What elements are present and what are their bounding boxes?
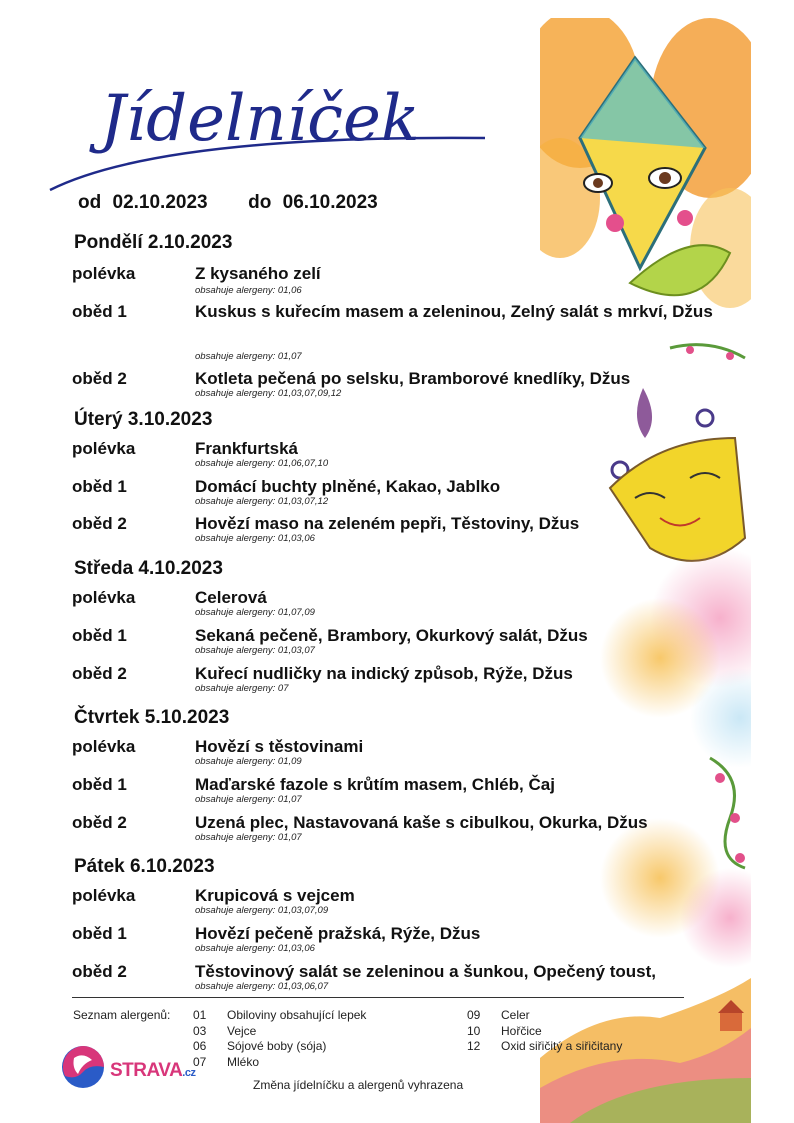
- legend-divider: [72, 997, 684, 998]
- meal-allergens: obsahuje alergeny: 01,07: [195, 351, 302, 362]
- meal-label: oběd 2: [72, 962, 127, 981]
- day-wednesday: [72, 558, 752, 694]
- meal-label: polévka: [72, 439, 136, 458]
- strava-logo: [60, 1042, 200, 1092]
- meal-label: oběd 2: [72, 813, 127, 832]
- meal-label: oběd 2: [72, 664, 127, 683]
- meal-allergens: obsahuje alergeny: 01,03,07,12: [195, 496, 329, 507]
- period-to-label: do: [248, 192, 272, 213]
- meal-allergens: obsahuje alergeny: 01,06,07,10: [195, 458, 329, 469]
- allergen-legend-right: [467, 1008, 622, 1055]
- meal-dish: Uzená plec, Nastavovaná kaše s cibulkou, Okurka, Džus: [195, 813, 648, 832]
- meal-dish: Krupicová s vejcem: [195, 886, 355, 905]
- menu-period: [78, 192, 384, 214]
- footer-note: Změna jídelníčku a alergenů vyhrazena: [253, 1078, 464, 1092]
- day-friday: [72, 856, 752, 992]
- meal-allergens: obsahuje alergeny: 01,03,07,09,12: [195, 388, 342, 399]
- meal-dish: Domácí buchty plněné, Kakao, Jablko: [195, 477, 501, 496]
- meal-allergens: obsahuje alergeny: 01,03,07: [195, 645, 315, 656]
- menu-title: [40, 45, 500, 205]
- day-tuesday: [72, 409, 752, 544]
- day-title: Pátek 6.10.2023: [74, 856, 215, 877]
- allergen-item: 06 Sójové boby (sója): [193, 1039, 327, 1053]
- allergen-item: 12 Oxid siřičitý a siřičitany: [467, 1039, 623, 1053]
- strava-logo-text: STRAVA.cz: [110, 1060, 196, 1081]
- allergen-legend-left: [193, 1008, 366, 1070]
- day-title: Úterý 3.10.2023: [74, 409, 213, 430]
- meal-dish: Kuřecí nudličky na indický způsob, Rýže, Džus: [195, 664, 573, 683]
- meal-label: oběd 1: [72, 477, 127, 496]
- day-thursday: [72, 707, 752, 843]
- allergen-item: 09 Celer: [467, 1008, 530, 1022]
- allergen-item: 03 Vejce: [193, 1023, 257, 1038]
- meal-allergens: obsahuje alergeny: 01,07,09: [195, 607, 315, 618]
- meal-dish: Kotleta pečená po selsku, Bramborové knedlíky, Džus: [195, 369, 631, 388]
- meal-dish: Hovězí s těstovinami: [195, 737, 364, 756]
- meal-allergens: obsahuje alergeny: 01,07: [195, 794, 302, 805]
- strava-logo-icon: [60, 1042, 106, 1092]
- meal-label: oběd 1: [72, 924, 127, 943]
- meal-label: oběd 1: [72, 626, 127, 645]
- day-monday: [72, 232, 752, 399]
- day-title: Středa 4.10.2023: [74, 558, 223, 579]
- meal-label: oběd 1: [72, 302, 127, 321]
- meal-label: oběd 1: [72, 775, 127, 794]
- meal-dish: Maďarské fazole s krůtím masem, Chléb, Čaj: [195, 775, 555, 794]
- meal-dish: Hovězí pečeně pražská, Rýže, Džus: [195, 924, 481, 943]
- meal-label: polévka: [72, 588, 136, 607]
- allergen-item: 01 Obiloviny obsahující lepek: [193, 1008, 367, 1022]
- meal-allergens: obsahuje alergeny: 01,03,07,09: [195, 905, 329, 916]
- period-from-label: od: [78, 192, 102, 213]
- meal-dish: Frankfurtská: [195, 439, 298, 458]
- meal-dish: Hovězí maso na zeleném pepři, Těstoviny, Džus: [195, 514, 580, 533]
- meal-allergens: obsahuje alergeny: 01,09: [195, 756, 302, 767]
- meal-allergens: obsahuje alergeny: 01,07: [195, 832, 302, 843]
- allergen-item: 07 Mléko: [193, 1054, 260, 1069]
- meal-dish: Z kysaného zelí: [195, 264, 321, 283]
- menu-title-text: Jídelníček: [100, 82, 420, 156]
- meal-allergens: obsahuje alergeny: 07: [195, 683, 289, 694]
- meal-label: polévka: [72, 886, 136, 905]
- allergen-item: 10 Hořčice: [467, 1023, 542, 1038]
- meal-label: polévka: [72, 737, 136, 756]
- meal-allergens: obsahuje alergeny: 01,03,06: [195, 533, 315, 544]
- meal-dish: Sekaná pečeně, Brambory, Okurkový salát, Džus: [195, 626, 588, 645]
- meal-dish: Kuskus s kuřecím masem a zeleninou, Zelný salát s mrkví, Džus: [195, 302, 713, 321]
- meal-label: oběd 2: [72, 514, 127, 533]
- meal-allergens: obsahuje alergeny: 01,03,06: [195, 943, 315, 954]
- day-title: Pondělí 2.10.2023: [74, 232, 233, 253]
- meal-label: oběd 2: [72, 369, 127, 388]
- meal-dish: Celerová: [195, 588, 267, 607]
- meal-label: polévka: [72, 264, 136, 283]
- period-from-date: 02.10.2023: [112, 192, 208, 213]
- day-title: Čtvrtek 5.10.2023: [74, 707, 230, 728]
- meal-allergens: obsahuje alergeny: 01,06: [195, 285, 302, 296]
- legend-label: Seznam alergenů:: [73, 1008, 171, 1022]
- period-to-date: 06.10.2023: [282, 192, 378, 213]
- meal-dish: Těstovinový salát se zeleninou a šunkou, Opečený toust,: [195, 962, 657, 981]
- meal-allergens: obsahuje alergeny: 01,03,06,07: [195, 981, 329, 992]
